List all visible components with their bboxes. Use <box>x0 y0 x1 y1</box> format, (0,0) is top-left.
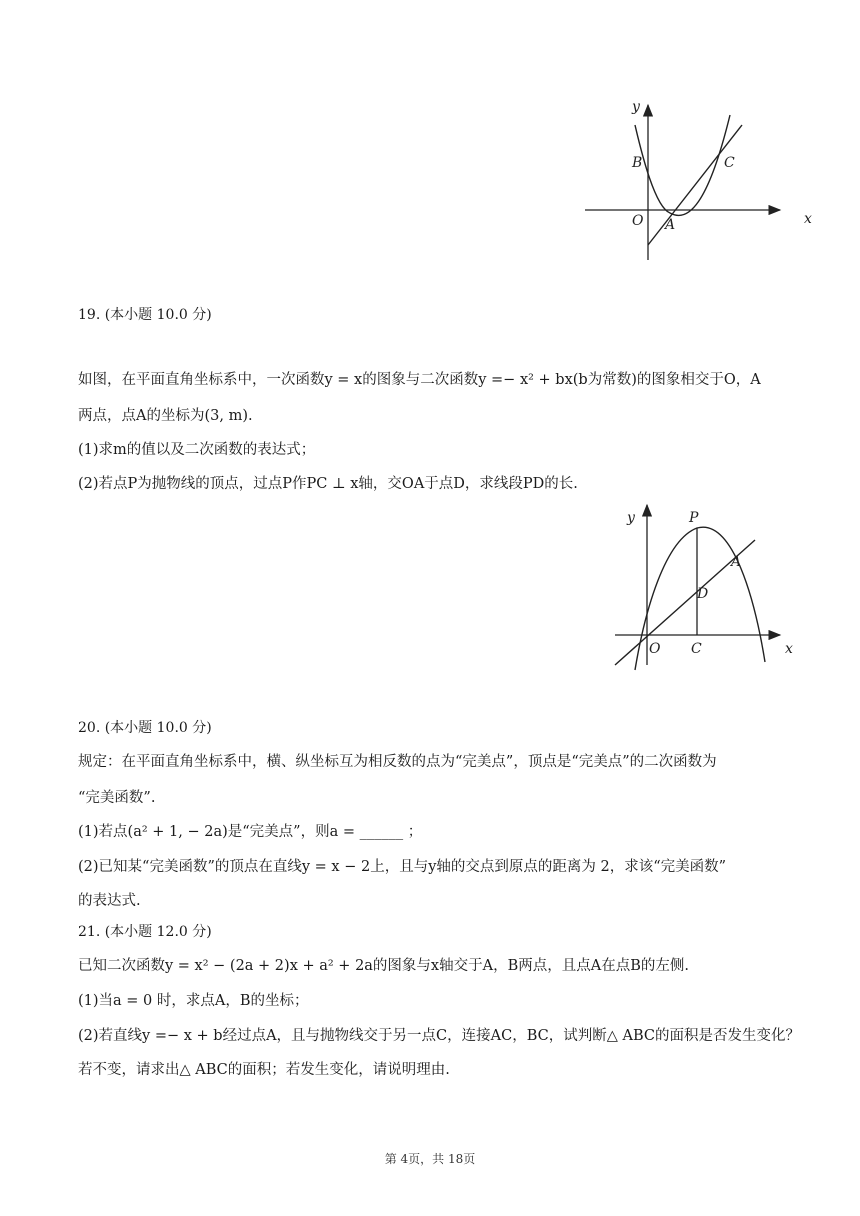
q21-part2-line2: 若不变，请求出△ ABC的面积；若发生变化，请说明理由. <box>78 1062 450 1078</box>
label-p: P <box>689 510 699 526</box>
q21-heading: 21. (本小题 12.0 分) <box>78 924 212 940</box>
label-o: O <box>632 213 644 229</box>
q21-stem: 已知二次函数y = x² − (2a + 2)x + a² + 2a的图象与x轴交于A，B两点，且点A在点B的左侧. <box>78 958 689 974</box>
q19-stem-line2: 两点，点A的坐标为(3, m). <box>78 408 253 424</box>
q20-stem-line2: “完美函数”. <box>78 790 156 806</box>
label-d: D <box>697 586 709 602</box>
label-c: C <box>724 155 735 171</box>
figure-q19 <box>605 500 805 672</box>
label-o: O <box>649 641 661 657</box>
q20-stem-line1: 规定：在平面直角坐标系中，横、纵坐标互为相反数的点为“完美点”，顶点是“完美点”的二次函数为 <box>78 754 717 770</box>
label-a: A <box>731 554 742 570</box>
q20-part1: (1)若点(a² + 1, − 2a)是“完美点”，则a = ______ ； <box>78 824 423 840</box>
label-y: y <box>627 510 635 526</box>
q21-part2-line1: (2)若直线y =− x + b经过点A，且与抛物线交于另一点C，连接AC，BC，试判断△ ABC的面积是否发生变化？ <box>78 1028 800 1044</box>
q19-stem-line1: 如图，在平面直角坐标系中，一次函数y = x的图象与二次函数y =− x² + bx(b为常数)的图象相交于O，A <box>78 372 761 388</box>
label-a: A <box>665 217 676 233</box>
q19-part1: (1)求m的值以及二次函数的表达式； <box>78 442 316 458</box>
q19-part2: (2)若点P为抛物线的顶点，过点P作PC ⊥ x轴，交OA于点D，求线段PD的长. <box>78 476 578 492</box>
q20-part2-line1: (2)已知某“完美函数”的顶点在直线y = x − 2上，且与y轴的交点到原点的距离为 2，求该“完美函数” <box>78 859 727 875</box>
line-curve <box>648 125 742 245</box>
label-c: C <box>691 641 702 657</box>
label-x: x <box>804 211 812 227</box>
label-b: B <box>632 155 643 171</box>
q21-part1: (1)当a = 0 时，求点A，B的坐标； <box>78 993 309 1009</box>
page-footer: 第 4页，共 18页 <box>384 1152 476 1166</box>
q19-heading: 19. (本小题 10.0 分) <box>78 307 212 323</box>
label-x: x <box>785 641 793 657</box>
figure-parabola-line-abc <box>580 95 820 270</box>
q20-part2-line2: 的表达式. <box>78 893 141 909</box>
label-y: y <box>632 99 640 115</box>
q20-heading: 20. (本小题 10.0 分) <box>78 720 212 736</box>
